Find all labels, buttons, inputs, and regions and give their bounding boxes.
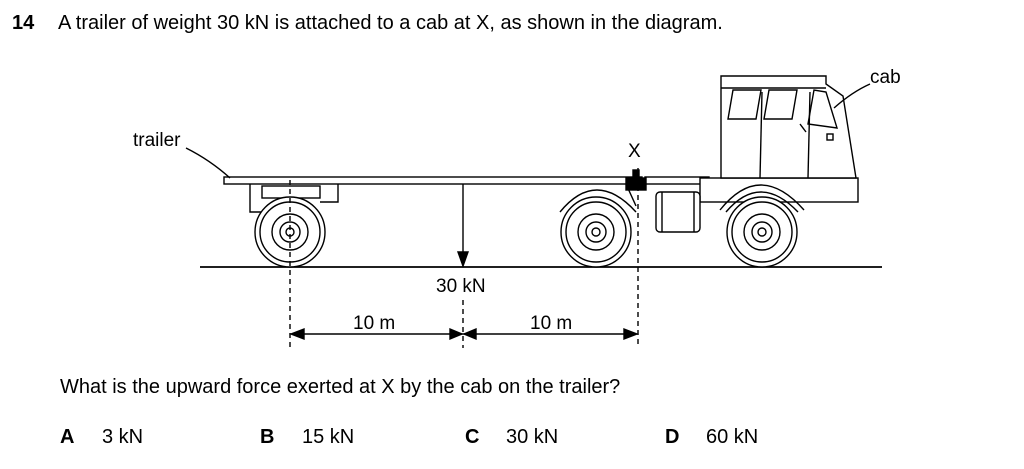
coupling-x <box>626 178 646 190</box>
cab-body <box>721 76 856 178</box>
option-a-value[interactable]: 3 kN <box>102 426 144 448</box>
label-dist-left: 10 m <box>353 313 396 334</box>
drive-wheel <box>561 197 631 267</box>
option-a-letter[interactable]: A <box>60 426 75 448</box>
option-d-letter[interactable]: D <box>665 426 680 448</box>
label-force: 30 kN <box>436 276 486 297</box>
option-b-value[interactable]: 15 kN <box>302 426 355 448</box>
label-trailer: trailer <box>133 130 181 151</box>
front-wheel <box>727 197 797 267</box>
question-prompt: What is the upward force exerted at X by the cab on the trailer? <box>60 376 621 398</box>
option-c-letter[interactable]: C <box>465 426 480 448</box>
option-b-letter[interactable]: B <box>260 426 275 448</box>
label-x: X <box>628 141 641 162</box>
question-text: A trailer of weight 30 kN is attached to a cab at X, as shown in the diagram. <box>58 12 723 34</box>
option-c-value[interactable]: 30 kN <box>506 426 559 448</box>
label-cab: cab <box>870 67 901 88</box>
trailer-leader <box>186 148 230 178</box>
option-d-value[interactable]: 60 kN <box>706 426 759 448</box>
question-number: 14 <box>12 12 35 34</box>
trailer-deck <box>224 177 642 184</box>
label-dist-right: 10 m <box>530 313 573 334</box>
